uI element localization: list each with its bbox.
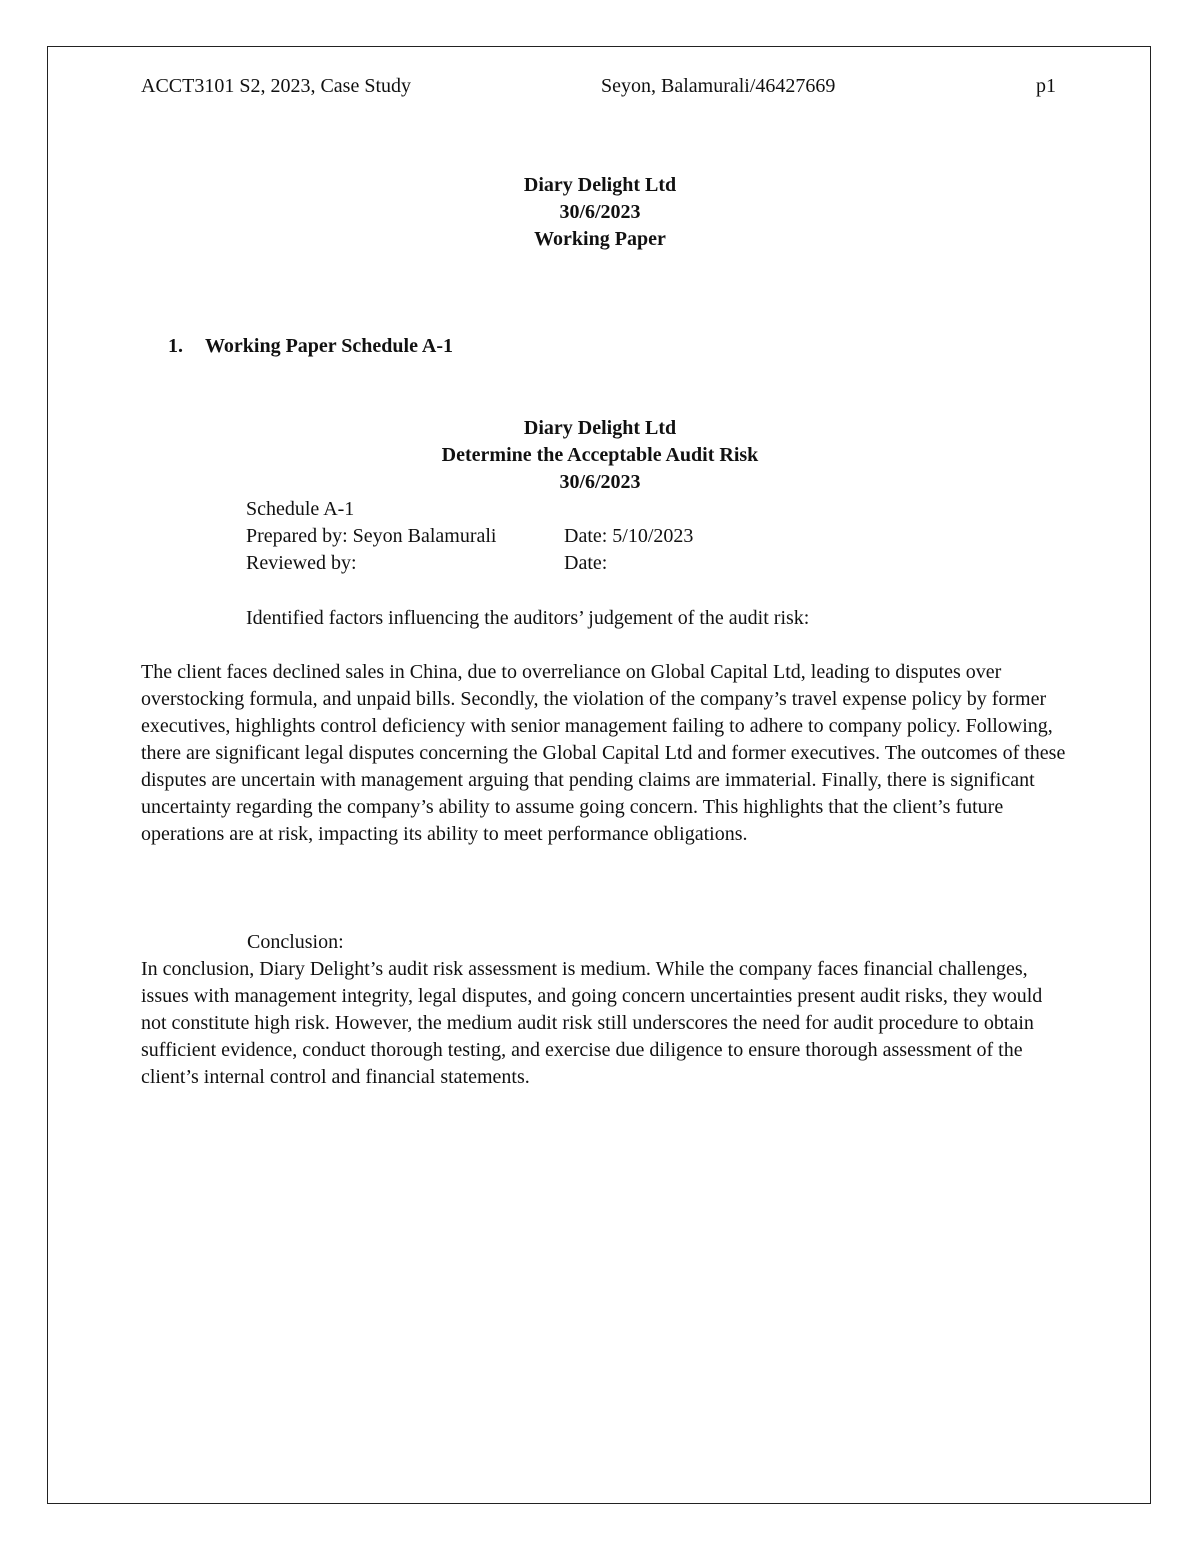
prepared-by: Prepared by: Seyon Balamurali xyxy=(246,525,497,547)
header-course: ACCT3101 S2, 2023, Case Study xyxy=(141,75,412,97)
header-author: Seyon, Balamurali/46427669 xyxy=(601,75,836,97)
section-title: Working Paper Schedule A-1 xyxy=(205,335,453,357)
document-title-block xyxy=(0,172,1200,253)
reviewed-by: Reviewed by: xyxy=(246,552,357,574)
schedule-date: 30/6/2023 xyxy=(559,471,641,493)
reviewed-date: Date: xyxy=(564,552,608,574)
document-title-date: 30/6/2023 xyxy=(559,201,641,223)
schedule-title: Determine the Acceptable Audit Risk xyxy=(441,444,759,466)
conclusion-paragraph: In conclusion, Diary Delight’s audit risk assessment is medium. While the company faces financial challenges, issues with management integrity, legal disputes, and going concern uncertainties present audit risks, they would not constitute high risk. However, the medium audit risk still underscores the need for audit procedure to obtain sufficient evidence, conduct thorough testing, and exercise due diligence to ensure thorough assessment of the client’s internal control and financial statements. xyxy=(141,958,1043,1088)
schedule-title-block xyxy=(0,415,1200,496)
document-title-subtitle: Working Paper xyxy=(534,228,666,250)
schedule-meta xyxy=(246,496,693,577)
schedule-company: Diary Delight Ltd xyxy=(523,417,677,439)
schedule-ref-row xyxy=(246,496,693,523)
prepared-date: Date: 5/10/2023 xyxy=(564,525,694,547)
section-heading xyxy=(168,335,453,358)
schedule-ref: Schedule A-1 xyxy=(246,498,355,520)
conclusion-label: Conclusion: xyxy=(247,931,344,953)
section-number: 1. xyxy=(168,335,183,357)
prepared-row xyxy=(246,523,693,550)
factors-intro: Identified factors influencing the auditors’ judgement of the audit risk: xyxy=(246,607,810,629)
reviewed-row xyxy=(246,550,693,577)
document-title-company: Diary Delight Ltd xyxy=(523,174,677,196)
factors-paragraph: The client faces declined sales in China, due to overreliance on Global Capital Ltd, leading to disputes over overstocking formula, and unpaid bills. Secondly, the violation of the company’s travel expense policy by former executives, highlights control deficiency with senior management failing to adhere to company policy. Following, there are significant legal disputes concerning the Global Capital Ltd and former executives. The outcomes of these disputes are uncertain with management arguing that pending claims are immaterial. Finally, there is significant uncertainty regarding the company’s ability to assume going concern. This highlights that the client’s future operations are at risk, impacting its ability to meet performance obligations. xyxy=(141,661,1066,845)
header-page-number: p1 xyxy=(1036,75,1056,97)
